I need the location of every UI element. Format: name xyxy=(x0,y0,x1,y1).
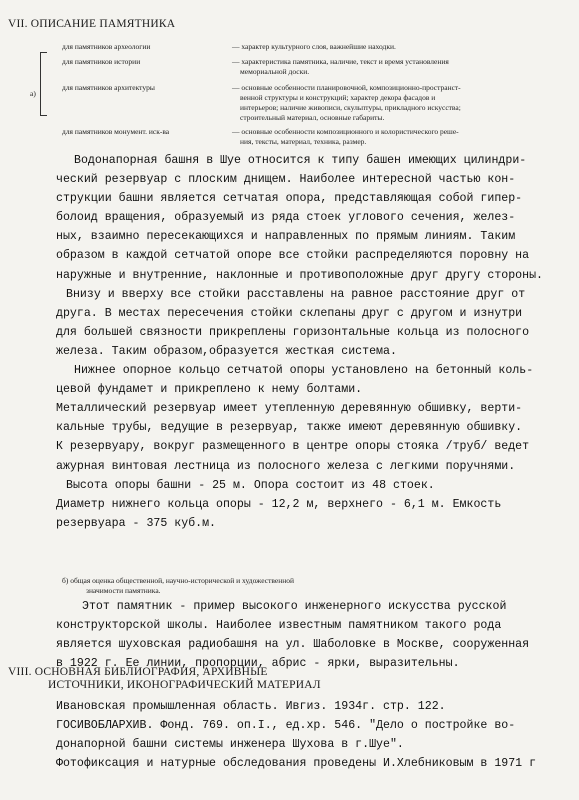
sub-b-label-cont: значимости памятника. xyxy=(86,586,161,595)
description-line: Диаметр нижнего кольца опоры - 12,2 м, верхнего - 6,1 м. Емкость xyxy=(56,497,502,511)
section-8-title-line: VIII. ОСНОВНАЯ БИБЛИОГРАФИЯ, АРХИВНЫЕ xyxy=(8,666,268,678)
form-bracket xyxy=(40,52,47,116)
description-line: Водонапорная башня в Шуе относится к типу башен имеющих цилиндри- xyxy=(74,154,527,167)
description-line: наружные и внутренние, наклонные и противоположные друг другу стороны. xyxy=(56,268,544,282)
assessment-line: является шуховская радиобашня на ул. Шаболовке в Москве, сооруженная xyxy=(56,638,530,652)
form-desc-line: — основные особенности планировочной, композиционно-пространст- xyxy=(232,83,461,92)
description-line: К резервуару, вокруг размещенного в центре опоры стояка /труб/ ведет xyxy=(56,440,530,454)
form-row-desc xyxy=(232,127,459,147)
assessment-line: Этот памятник - пример высокого инженерного искусства русской xyxy=(82,600,507,613)
assessment-line: в 1922 г. Ее линии, пропорции, абрис - ярки, выразительны. xyxy=(56,657,460,671)
form-row-label: для памятников археологии xyxy=(62,42,151,51)
description-line: кальные трубы, ведущие в резервуар, также имеют деревянную обшивку. xyxy=(56,421,523,435)
section-8-title-line: ИСТОЧНИКИ, ИКОНОГРАФИЧЕСКИЙ МАТЕРИАЛ xyxy=(48,679,321,691)
form-desc-line: — основные особенности композиционного и колористического реше- xyxy=(232,127,459,136)
bibliography-line: Ивановская промышленная область. Ивгиз. 1934г. стр. 122. xyxy=(56,700,446,713)
form-desc-line: мемориальной доски. xyxy=(240,67,310,76)
section-7-title: VII. ОПИСАНИЕ ПАМЯТНИКА xyxy=(8,18,176,30)
monument-description xyxy=(56,151,543,533)
bibliography-line: донапорной башни системы инженера Шухова в г.Шуе". xyxy=(56,738,404,752)
description-line: Высота опоры башни - 25 м. Опора состоит из 48 стоек. xyxy=(66,478,435,492)
description-line: цевой фундамет и прикреплено к нему болтами. xyxy=(56,383,363,397)
description-line: образом в каждой сетчатой опоре все стойки распределяются поровну на xyxy=(56,249,530,263)
description-line: ажурная винтовая лестница из полосного железа с легкими поручнями. xyxy=(56,459,516,473)
sub-b-label: б) общая оценка общественной, научно-исторической и художественной xyxy=(62,576,294,585)
description-line: Металлический резервуар имеет утепленную деревянную обшивку, верти- xyxy=(56,402,523,416)
description-line: струкции башни является сетчатая опора, представляющая собой гипер- xyxy=(56,192,523,206)
description-line: железа. Таким образом,образуется жесткая система. xyxy=(56,344,397,358)
form-row-desc xyxy=(232,83,461,123)
description-line: Внизу и вверху все стойки расставлены на равное расстояние друг от xyxy=(66,287,526,301)
form-row-desc xyxy=(232,42,396,52)
bibliography xyxy=(56,697,536,773)
significance-assessment xyxy=(56,597,529,673)
form-desc-line: венной структуры и конструкций; характер декора фасадов и xyxy=(240,93,436,102)
form-desc-line: интерьеров; наличие живописи, скульптуры, прикладного искусства; xyxy=(240,103,461,112)
description-line: ных, взаимно пересекающихся и направленных по прямым линиям. Таким xyxy=(56,230,516,244)
section-8-title xyxy=(8,666,321,692)
description-line: для большей связности прикреплены горизонтальные кольца из полосного xyxy=(56,325,530,339)
form-row-label: для памятников архитектуры xyxy=(62,83,155,92)
form-desc-line: ния, тексты, материал, техника, размер. xyxy=(240,137,367,146)
form-row-label: для памятников истории xyxy=(62,57,141,66)
form-row-label: для памятников монумент. иск-ва xyxy=(62,127,170,136)
form-desc-line: — характеристика памятника, наличие, текст и время установления xyxy=(232,57,449,66)
description-line: резервуара - 375 куб.м. xyxy=(56,516,217,530)
assessment-line: конструкторской школы. Наиболее известным памятником такого рода xyxy=(56,619,502,633)
form-row-desc xyxy=(232,57,449,77)
description-line: ческий резервуар с плоским днищем. Наиболее интересной частью кон- xyxy=(56,173,516,187)
description-line: болоид вращения, образуемый из ряда стоек углового сечения, желез- xyxy=(56,211,516,225)
form-desc-line: — характер культурного слоя, важнейшие находки. xyxy=(232,42,396,51)
bibliography-line: ГОСИВОБЛАРХИВ. Фонд. 769. оп.I., ед.хр. 546. "Дело о постройке во- xyxy=(56,719,516,733)
bibliography-line: Фотофиксация и натурные обследования проведены И.Хлебниковым в 1971 г xyxy=(56,757,537,771)
description-line: друга. В местах пересечения стойки склепаны друг с другом и изнутри xyxy=(56,306,523,320)
form-desc-line: строительный материал, основные габариты. xyxy=(240,113,385,122)
sub-a-label: а) xyxy=(30,89,36,98)
description-line: Нижнее опорное кольцо сетчатой опоры установлено на бетонный коль- xyxy=(74,364,534,378)
